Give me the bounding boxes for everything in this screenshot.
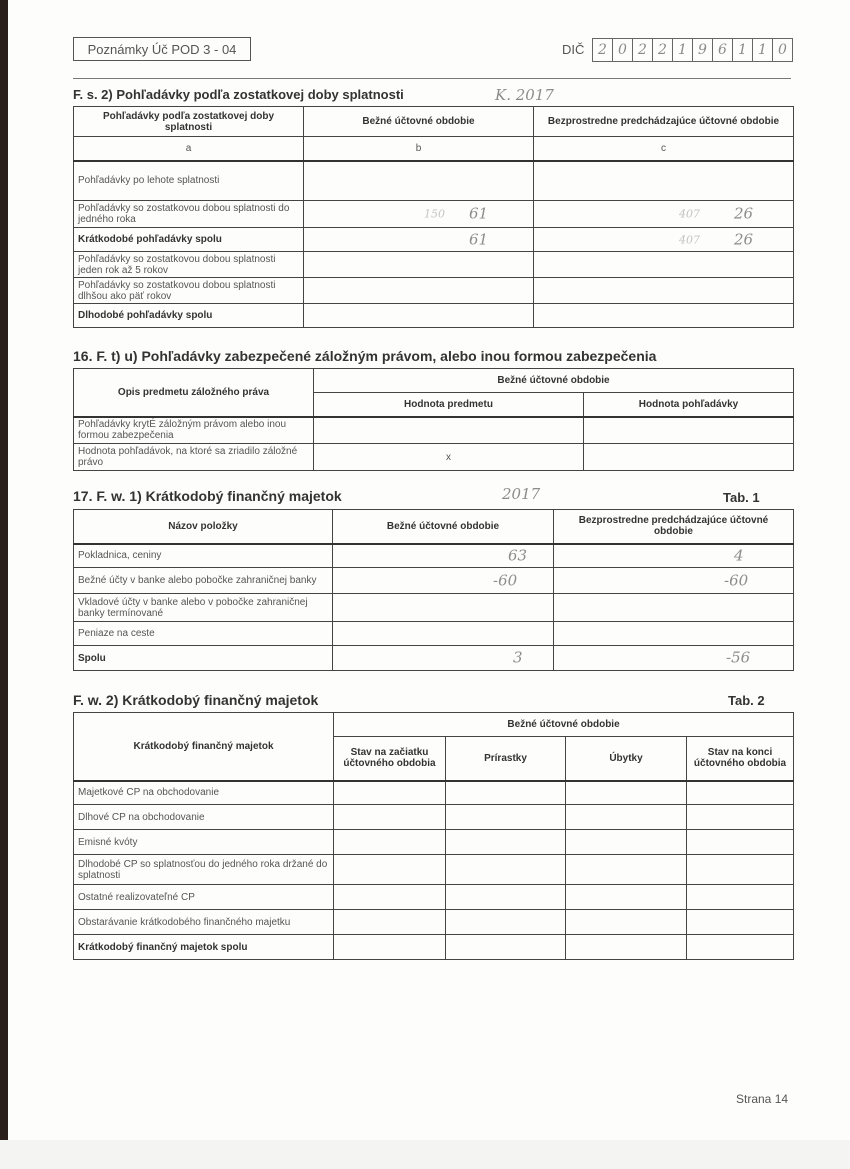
- table-row: [74, 781, 794, 805]
- value-cell[interactable]: [304, 228, 534, 252]
- section3-title: 17. F. w. 1) Krátkodobý finančný majetok: [73, 488, 342, 504]
- dic-label: DIČ: [562, 42, 585, 57]
- row-label: Peniaze na ceste: [74, 622, 333, 646]
- col-letter: c: [534, 137, 794, 161]
- col-header: Bežné účtovné obdobie: [314, 369, 794, 393]
- value-cell[interactable]: [566, 885, 687, 910]
- value-cell[interactable]: [304, 252, 534, 278]
- value-cell[interactable]: [566, 781, 687, 805]
- table-row: [74, 201, 794, 228]
- row-label: Bežné účty v banke alebo pobočke zahraničnej banky: [74, 568, 333, 594]
- row-label: Obstarávanie krátkodobého finančného majetku: [74, 910, 334, 935]
- value-cell[interactable]: [534, 201, 794, 228]
- value-cell[interactable]: [446, 935, 566, 960]
- value-cell[interactable]: [446, 855, 566, 885]
- section3-handwritten-year: 2017: [502, 485, 541, 503]
- table-row: [74, 935, 794, 960]
- row-label: Majetkové CP na obchodovanie: [74, 781, 334, 805]
- scan-bottom-edge: [0, 1140, 850, 1169]
- page-number: Strana 14: [736, 1092, 789, 1106]
- dic-digit[interactable]: 6: [713, 38, 733, 62]
- col-header: Bezprostredne predchádzajúce účtovné obdobie: [554, 510, 794, 544]
- handwritten-value: 63: [508, 546, 528, 565]
- row-label: Krátkodobé pohľadávky spolu: [74, 228, 304, 252]
- handwritten-value: -60: [493, 571, 518, 589]
- dic-digit[interactable]: 2: [653, 38, 673, 62]
- receivables-table: [73, 106, 794, 328]
- handwritten-value: 26: [734, 204, 754, 223]
- value-cell[interactable]: [687, 885, 794, 910]
- col-letter: a: [74, 137, 304, 161]
- value-cell[interactable]: [554, 646, 794, 671]
- col-letter: b: [304, 137, 534, 161]
- table-row: [74, 805, 794, 830]
- value-cell[interactable]: [334, 830, 446, 855]
- dic-digit[interactable]: 2: [633, 38, 653, 62]
- value-cell[interactable]: [534, 252, 794, 278]
- dic-digit[interactable]: 1: [753, 38, 773, 62]
- table-row: [74, 417, 794, 444]
- value-cell[interactable]: [566, 805, 687, 830]
- dic-boxes: [592, 38, 793, 62]
- scan-edge: [0, 0, 8, 1140]
- table-row: [74, 304, 794, 328]
- value-cell[interactable]: [333, 568, 554, 594]
- col-header: Prírastky: [446, 737, 566, 781]
- value-cell[interactable]: [446, 910, 566, 935]
- value-cell[interactable]: [534, 161, 794, 201]
- value-cell[interactable]: [334, 781, 446, 805]
- dic-digit[interactable]: 0: [773, 38, 793, 62]
- value-cell[interactable]: [334, 885, 446, 910]
- value-cell[interactable]: x: [314, 444, 584, 471]
- value-cell[interactable]: [446, 805, 566, 830]
- col-header: Stav na začiatku účtovného obdobia: [334, 737, 446, 781]
- table-row: [74, 252, 794, 278]
- value-cell[interactable]: [314, 417, 584, 444]
- value-cell[interactable]: [333, 646, 554, 671]
- value-cell[interactable]: [566, 910, 687, 935]
- table-row: [74, 568, 794, 594]
- secured-receivables-table: [73, 368, 794, 471]
- handwritten-value: 4: [734, 546, 744, 565]
- value-cell[interactable]: [687, 935, 794, 960]
- col-header: Bežné účtovné obdobie: [304, 107, 534, 137]
- value-cell[interactable]: [584, 444, 794, 471]
- tab1-label: Tab. 1: [723, 490, 760, 505]
- value-cell[interactable]: [584, 417, 794, 444]
- value-cell[interactable]: [554, 594, 794, 622]
- value-cell[interactable]: [333, 544, 554, 568]
- row-label: Pohľadávky so zostatkovou dobou splatnosti do jedného roka: [74, 201, 304, 228]
- section1-title: F. s. 2) Pohľadávky podľa zostatkovej doby splatnosti: [73, 87, 404, 102]
- value-cell[interactable]: [304, 161, 534, 201]
- dic-digit[interactable]: 9: [693, 38, 713, 62]
- value-cell[interactable]: [687, 805, 794, 830]
- handwritten-value: -56: [726, 648, 751, 667]
- table-row: [74, 885, 794, 910]
- col-header: Bežné účtovné obdobie: [333, 510, 554, 544]
- value-cell[interactable]: [334, 855, 446, 885]
- dic-digit[interactable]: 1: [733, 38, 753, 62]
- value-cell[interactable]: [304, 304, 534, 328]
- tab2-label: Tab. 2: [728, 693, 765, 708]
- table-row: [74, 444, 794, 471]
- row-label: Pokladnica, ceniny: [74, 544, 333, 568]
- value-cell[interactable]: [566, 935, 687, 960]
- table-row: [74, 594, 794, 622]
- row-label: Hodnota pohľadávok, na ktoré sa zriadilo záložné právo: [74, 444, 314, 471]
- row-label: Dlhové CP na obchodovanie: [74, 805, 334, 830]
- handwritten-value: 26: [734, 230, 754, 248]
- dic-digit[interactable]: 2: [592, 38, 613, 62]
- value-cell[interactable]: [687, 781, 794, 805]
- row-label: Emisné kvóty: [74, 830, 334, 855]
- row-label: Spolu: [74, 646, 333, 671]
- value-cell[interactable]: [554, 568, 794, 594]
- faint-value: 407: [679, 207, 700, 221]
- handwritten-value: -60: [724, 571, 749, 589]
- row-label: Pohľadávky po lehote splatnosti: [74, 161, 304, 201]
- dic-digit[interactable]: 1: [673, 38, 693, 62]
- table-row: [74, 910, 794, 935]
- table-row: [74, 544, 794, 568]
- short-term-financial-assets-table-1: [73, 509, 794, 671]
- value-cell[interactable]: [334, 910, 446, 935]
- value-cell[interactable]: [534, 304, 794, 328]
- row-label: Vkladové účty v banke alebo v pobočke zahraničnej banky termínované: [74, 594, 333, 622]
- handwritten-value: 61: [469, 204, 489, 223]
- row-label: Pohľadávky so zostatkovou dobou splatnosti dlhšou ako päť rokov: [74, 278, 304, 304]
- value-cell[interactable]: [333, 622, 554, 646]
- faint-value: 407: [679, 233, 700, 246]
- form-label: Poznámky Úč POD 3 - 04: [73, 37, 251, 61]
- col-header: Hodnota pohľadávky: [584, 393, 794, 417]
- col-header: Stav na konci účtovného obdobia: [687, 737, 794, 781]
- short-term-financial-assets-table-2: [73, 712, 794, 960]
- col-header: Pohľadávky podľa zostatkovej doby splatnosti: [74, 107, 304, 137]
- col-header: Krátkodobý finančný majetok: [74, 713, 334, 781]
- section4-title: F. w. 2) Krátkodobý finančný majetok: [73, 692, 319, 708]
- table-row: [74, 161, 794, 201]
- dic-digit[interactable]: 0: [613, 38, 633, 62]
- row-label: Krátkodobý finančný majetok spolu: [74, 935, 334, 960]
- row-label: Pohľadávky so zostatkovou dobou splatnosti jeden rok až 5 rokov: [74, 252, 304, 278]
- value-cell[interactable]: [334, 805, 446, 830]
- table-row: [74, 830, 794, 855]
- faint-value: 150: [424, 207, 445, 221]
- value-cell[interactable]: [446, 781, 566, 805]
- handwritten-value: 3: [513, 648, 523, 667]
- value-cell[interactable]: [687, 855, 794, 885]
- row-label: Pohľadávky krytÉ záložným právom alebo inou formou zabezpečenia: [74, 417, 314, 444]
- col-header: Názov položky: [74, 510, 333, 544]
- table-row: [74, 228, 794, 252]
- value-cell[interactable]: [446, 885, 566, 910]
- value-cell[interactable]: [687, 910, 794, 935]
- table-row: [74, 278, 794, 304]
- row-label: Ostatné realizovateľné CP: [74, 885, 334, 910]
- section1-handwritten-year: K. 2017: [495, 86, 554, 104]
- value-cell[interactable]: [334, 935, 446, 960]
- row-label: Dlhodobé pohľadávky spolu: [74, 304, 304, 328]
- value-cell[interactable]: [566, 855, 687, 885]
- table-row: [74, 622, 794, 646]
- value-cell[interactable]: [687, 830, 794, 855]
- col-header: Úbytky: [566, 737, 687, 781]
- value-cell[interactable]: [333, 594, 554, 622]
- col-header: Bežné účtovné obdobie: [334, 713, 794, 737]
- value-cell[interactable]: [534, 278, 794, 304]
- value-cell[interactable]: [534, 228, 794, 252]
- row-label: Dlhodobé CP so splatnosťou do jedného roka držané do splatnosti: [74, 855, 334, 885]
- value-cell[interactable]: [566, 830, 687, 855]
- value-cell[interactable]: [304, 278, 534, 304]
- col-header: Opis predmetu záložného práva: [74, 369, 314, 417]
- value-cell[interactable]: [446, 830, 566, 855]
- value-cell[interactable]: [554, 622, 794, 646]
- value-cell[interactable]: [554, 544, 794, 568]
- table-row: [74, 855, 794, 885]
- col-header: Bezprostredne predchádzajúce účtovné obdobie: [534, 107, 794, 137]
- col-header: Hodnota predmetu: [314, 393, 584, 417]
- section2-title: 16. F. t) u) Pohľadávky zabezpečené záložným právom, alebo inou formou zabezpečenia: [73, 348, 657, 364]
- header-divider: [73, 78, 791, 79]
- handwritten-value: 61: [469, 230, 489, 248]
- value-cell[interactable]: [304, 201, 534, 228]
- table-row: [74, 646, 794, 671]
